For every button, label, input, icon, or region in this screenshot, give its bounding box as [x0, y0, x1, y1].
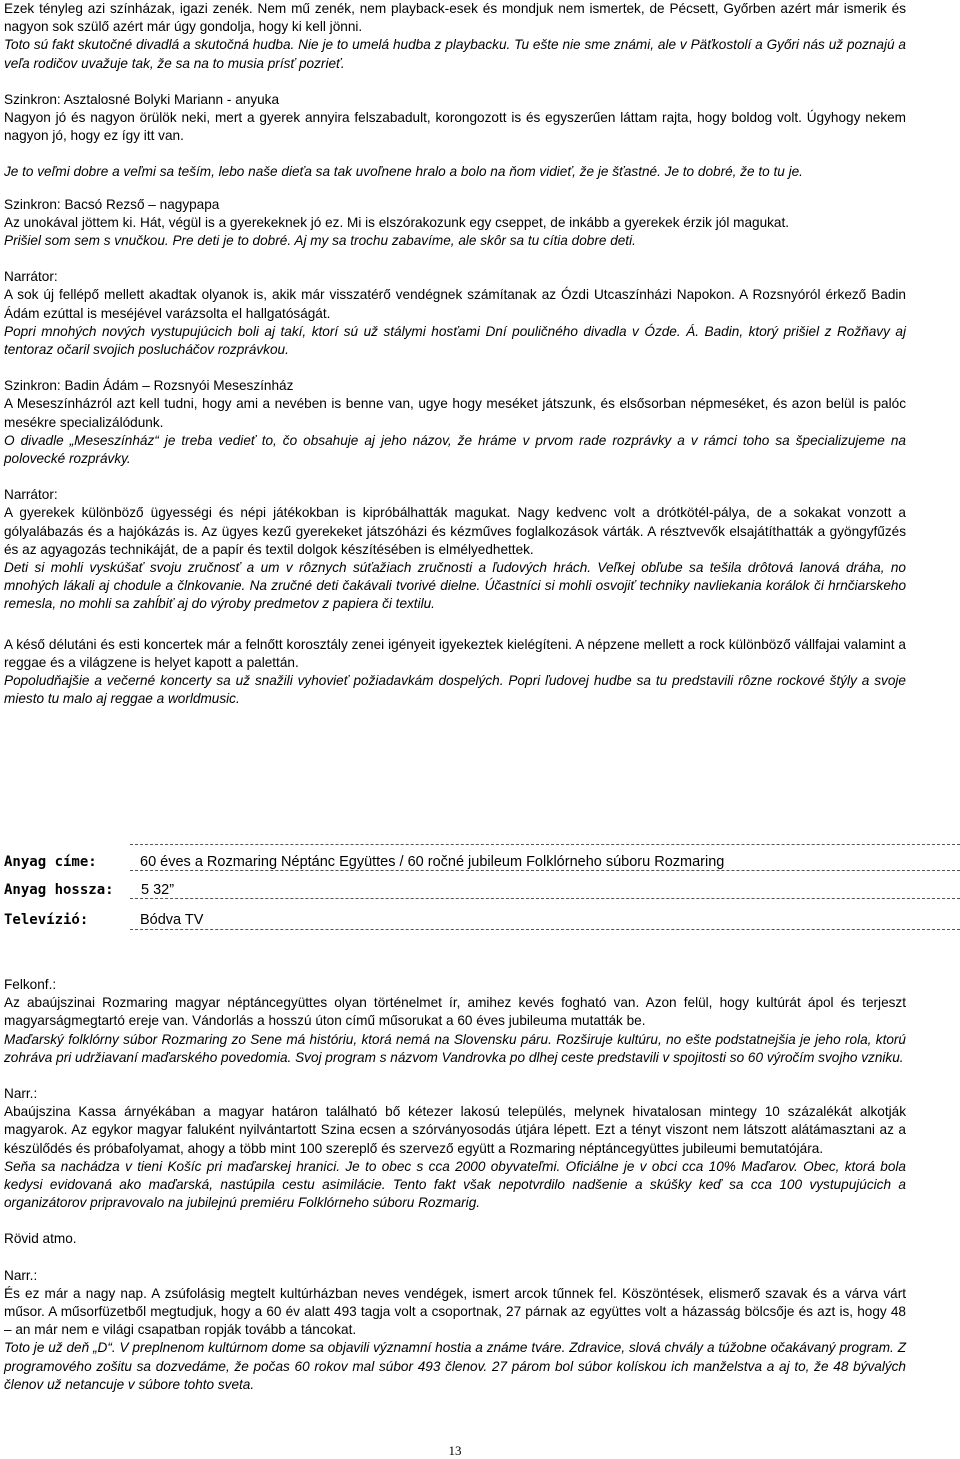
narrator-label: Narrátor:: [4, 269, 58, 285]
page-text-bottom: [4, 976, 906, 1394]
paragraph-hu: Nagyon jó és nagyon örülök neki, mert a gyerek annyira felszabadult, korongozott is és egyszerűen láttam rajta, hogy boldog volt. Úgyhogy nekem nagyon jó, hogy ez így itt van.: [4, 110, 906, 144]
page-text-top: [4, 0, 906, 709]
divider: [130, 870, 960, 871]
paragraph-hu: A késő délutáni és esti koncertek már a felnőtt korosztály zenei igényeit igyekeztek kielégíteni. A népzene mellett a rock különböző vállfajai valamint a reggae és a világzene is helyet kapott a palettán.: [4, 636, 906, 670]
paragraph-hu: Abaújszina Kassa árnyékában a magyar határon található bő kétezer lakosú település, melynek hivatalosan mintegy 10 százalékát alkotják magyarok. Az egykor magyar faluként nyilvántartott Szina ecsen a szórványosodás útjára lépett. Ezt a tényt viszont nem látszott alátámasztani az a készülődés és próbafolyamat, ahogy a több mint 100 szereplő és szervező együtt a Rozmaring néptáncegyüttes jubileumi bemutatójára.: [4, 1104, 906, 1156]
speaker-label: Szinkron: Asztalosné Bolyki Mariann - anyuka: [4, 91, 280, 107]
speaker-label: Szinkron: Badin Ádám – Rozsnyói Meseszínház: [4, 378, 294, 394]
metadata-value: Bódva TV: [140, 912, 204, 928]
narrator-label: Narrátor:: [4, 487, 58, 503]
metadata-row-length: [0, 879, 960, 903]
metadata-key: Anyag címe:: [4, 854, 97, 870]
divider: [130, 844, 960, 845]
metadata-key: Televízió:: [4, 912, 89, 928]
paragraph-sk: Popri mnohých nových vystupujúcich boli aj takí, ktorí sú už stálymi hosťami Dní pouličného divadla v Ózde. Á. Badin, ktorý prišiel z Rožňavy aj tentoraz očaril svojich poslucháčov rozprávkou.: [4, 323, 906, 358]
divider: [130, 898, 960, 899]
metadata-value: 5 32”: [141, 882, 175, 898]
paragraph-hu: A sok új fellépő mellett akadtak olyanok is, akik már visszatérő vendégnek számítanak az Ózdi Utcaszínházi Napokon. A Rozsnyóról érkező Badin Ádám ezúttal is meséjével varázsolta el hallgatóságát.: [4, 287, 906, 321]
metadata-key: Anyag hossza:: [4, 882, 114, 898]
section-label: Narr.:: [4, 1086, 38, 1102]
paragraph-sk: Popoludňajšie a večerné koncerty sa už snažili vyhovieť požiadavkám dospelých. Popri ľudovej hudbe sa tu predstavili rôzne rockové štýly a svoje miesto tu malo aj reggae a worldmusic.: [4, 673, 906, 707]
divider: [130, 929, 960, 930]
section-label: Felkonf.:: [4, 977, 57, 992]
paragraph-hu: Az unokával jöttem ki. Hát, végül is a gyerekeknek jó ez. Mi is elszórakozunk egy cseppet, de inkább a gyerekek érzik jól magukat.: [4, 214, 790, 230]
speaker-label: Szinkron: Bacsó Rezső – nagypapa: [4, 196, 220, 212]
section-label: Rövid atmo.: [4, 1231, 77, 1247]
paragraph-sk: Toto je už deň „D“. V preplnenom kultúrnom dome sa objavili významní hostia a známe tváre. Zdravice, slová chvály a túžobne očakávaný program. Z programového zošitu sa dozvedáme, že počas 60 rokov mal súbor 493 členov. 27 párom bol súbor kolískou ich manželstva a aj to, že 48 bývalých členov už netancuje v súbore tohto sveta.: [4, 1340, 906, 1392]
paragraph-sk: O divadle „Meseszínház“ je treba vedieť to, čo obsahuje aj jeho názov, že hráme v prvom rade rozprávky a v rámci toho sa špecializujeme na polovecké rozprávky.: [4, 432, 906, 467]
paragraph-hu: És ez már a nagy nap. A zsúfolásig megtelt kultúrházban neves vendégek, ismert arcok tűnnek fel. Köszöntések, elismerő szavak és a várva várt műsor. A műsorfüzetből megtudjuk, hogy a 60 év alatt 493 tagja volt a csoportnak, 27 párnak az együttes volt a házasság bölcsője és azt is, hogy 48 – an már nem e világi csapatban ropják tovább a táncokat.: [4, 1285, 906, 1338]
paragraph-sk: Deti si mohli vyskúšať svoju zručnosť a um v rôznych súťažiach zručnosti a ľudových hrách. Veľkej obľube sa tešila drôtová lanová dráha, no mnohých lákali aj chodule a člnkovanie. Na zručné deti čakávali tvorivé dielne. Účastníci si mohli osvojiť techniky navliekania korálok či hrnčiarskeho remesla, no mohli sa zahĺbiť aj do výroby predmetov z papiera či textilu.: [4, 560, 906, 612]
paragraph-hu: A Meseszínházról azt kell tudni, hogy ami a nevében is benne van, ugye hogy meséket játszunk, és elsősorban népmeséket, és azon belül is palóc mesékre specializálódunk.: [4, 396, 906, 430]
paragraph-sk: Seňa sa nachádza v tieni Košíc pri maďarskej hranici. Je to obec s cca 2000 obyvateľmi. Oficiálne je v obci cca 10% Maďarov. Obec, ktorá bola kedysi evidovaná ako maďarská, nastúpila cestu asimilácie. Tento fakt však nepotvrdilo nadšenie a skúšky keď sa cca 100 vystupujúcich a organizátorov pripravovalo na jubilejnú premiéru Folklórneho súboru Rozmarig.: [4, 1158, 906, 1211]
metadata-row-title: [0, 851, 960, 875]
paragraph-sk: Toto sú fakt skutočné divadlá a skutočná hudba. Nie je to umelá hudba z playbacku. Tu ešte nie sme známi, ale v Päťkostolí a Győri nás už poznajú a veľa rodičov uvažuje tak, že sa na to musia prísť pozrieť.: [4, 37, 906, 71]
section-label: Narr.:: [4, 1267, 38, 1283]
metadata-value: 60 éves a Rozmaring Néptánc Együttes / 60 ročné jubileum Folklórneho súboru Rozmaring: [140, 854, 725, 870]
paragraph-sk: Je to veľmi dobre a veľmi sa teším, lebo naše dieťa sa tak uvoľnene hralo a bolo na ňom vidieť, že je šťastné. Je to dobré, že to tu je.: [4, 164, 803, 180]
page-number: 13: [448, 1443, 462, 1458]
paragraph-sk: Prišiel som sem s vnučkou. Pre deti je to dobré. Aj my sa trochu zabavíme, ale skôr sa tu cítia dobre deti.: [4, 233, 636, 249]
paragraph-sk: Maďarský folklórny súbor Rozmaring zo Sene má históriu, ktorá nemá na Slovensku páru. Rozširuje kultúru, no ešte podstatnejšia je jeho rola, ktorú zohráva pri udržiavaní maďarského povedomia. Svoj program s názvom Vandrovka po dlhej ceste predstavili v spojitosti so 60 výročím svojho vzniku.: [4, 1031, 906, 1065]
paragraph-hu: Az abaújszinai Rozmaring magyar néptáncegyüttes olyan történelmet ír, amihez kevés fogható van. Azon felül, hogy kultúrát ápol és terjeszt magyarságmegtartó ereje van. Vándorlás a hosszú úton című műsorukat a 60 éves jubileuma mutatták be.: [4, 995, 906, 1029]
paragraph-hu: Ezek tényleg azi színházak, igazi zenék. Nem mű zenék, nem playback-esek és mondjuk nem ismertek, de Pécsett, Győrben azért már ismerik és nagyon sok szülő azért már úgy gondolja, hogy ki kell jönni.: [4, 1, 906, 35]
paragraph-hu: A gyerekek különböző ügyességi és népi játékokban is kipróbálhatták magukat. Nagy kedvenc volt a drótkötél-pálya, de a sokakat vonzott a gólyalábazás és a hajókázás is. Az ügyes kezű gyerekeket játszóházi és kézműves foglalkozások várták. A résztvevők elsajátíthatták a gyöngyfűzés és az agyagozás technikáját, de a papír és textil dolgok készítésében is elmélyedhettek.: [4, 505, 906, 557]
